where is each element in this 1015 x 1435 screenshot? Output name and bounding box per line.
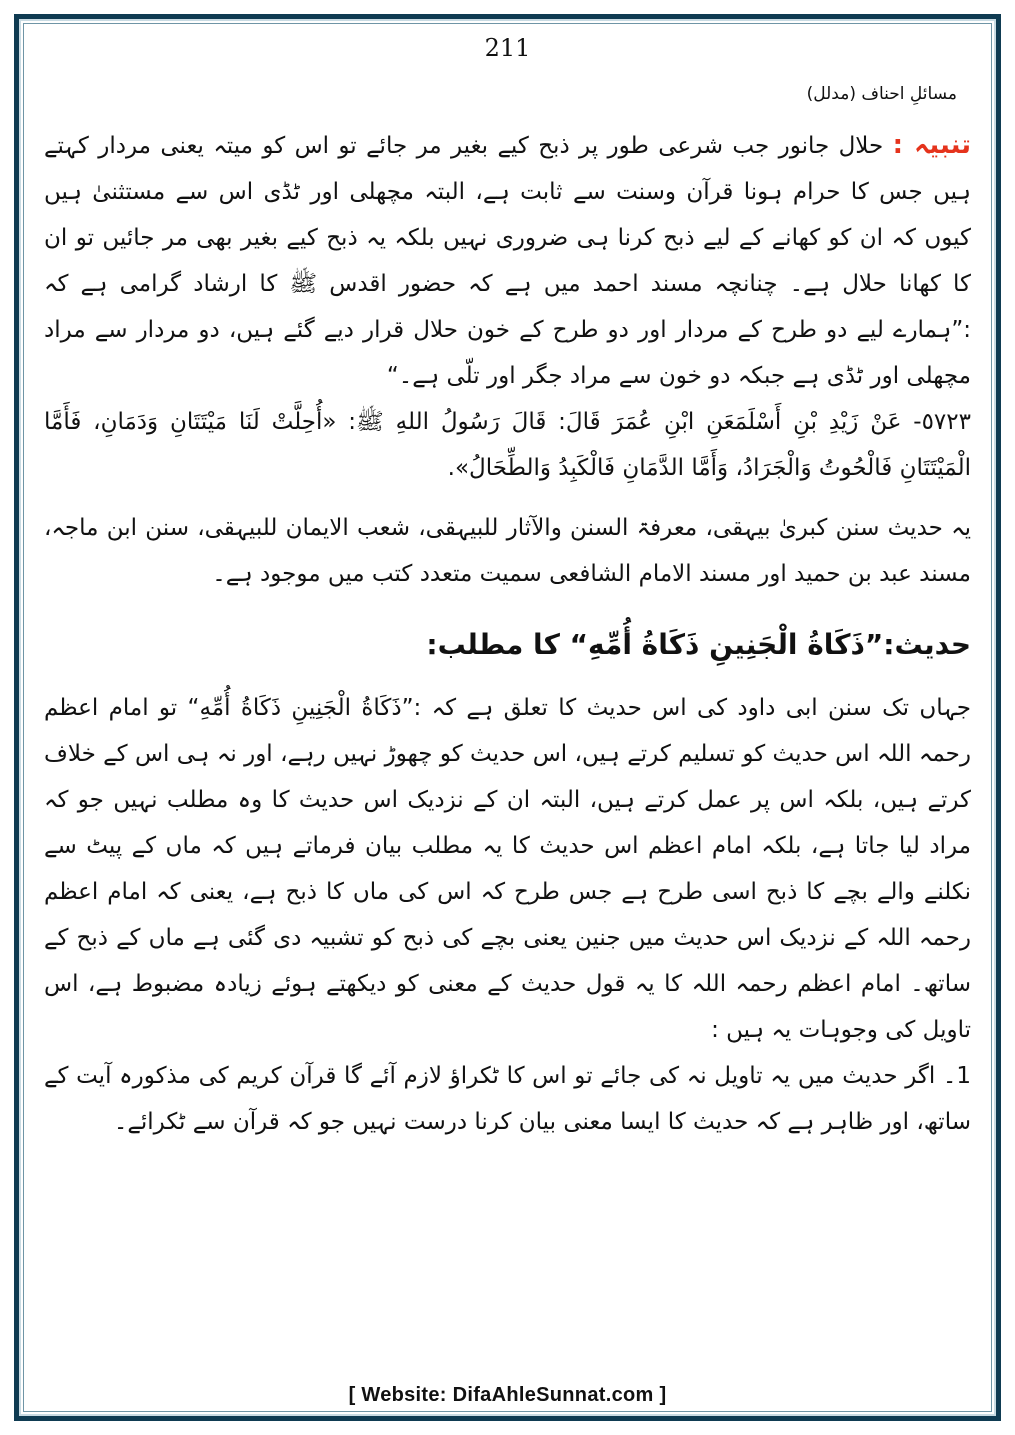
hadith-arabic: ٥٧٢٣- عَنْ زَيْدِ بْنِ أَسْلَمَعَنِ ابْنِ عُمَرَ قَالَ: قَالَ رَسُولُ اللهِ ﷺ: «أُحِلَّتْ لَنَا مَيْتَتَانِ وَدَمَانِ، فَأَمَّا الْمَيْتَتَانِ فَالْحُوتُ وَالْجَرَادُ، وَأَمَّا الدَّمَانِ فَالْكَبِدُ وَالطِّحَالُ».	[44, 409, 971, 481]
page-content	[44, 122, 971, 1145]
explanation-paragraph: جہاں تک سنن ابی داود کی اس حدیث کا تعلق ہے کہ :”ذَكَاةُ الْجَنِينِ ذَكَاةُ أُمِّهِ“ تو امام اعظم رحمہ اللہ اس حدیث کو تسلیم کرتے ہیں، اس حدیث کو چھوڑ نہیں رہے، اور نہ ہی اس کے خلاف کرتے ہیں، بلکہ اس پر عمل کرتے ہیں، البتہ ان کے نزدیک اس حدیث کا وہ مطلب نہیں جو کہ مراد لیا جاتا ہے، بلکہ امام اعظم اس حدیث کا یہ مطلب بیان فرماتے ہیں کہ ماں کے پیٹ سے نکلنے والے بچے کا ذبح اسی طرح ہے جس طرح کہ اس کی ماں کا ذبح ہے، یعنی کہ امام اعظم رحمہ اللہ کے نزدیک اس حدیث میں جنین یعنی بچے کی ذبح کو تشبیہ دی گئی ہے ماں کے ذبح کے ساتھ۔ امام اعظم رحمہ اللہ کا یہ قول حدیث کے معنی کو دیکھتے ہوئے زیادہ مضبوط ہے، اس تاویل کی وجوہات یہ ہیں :	[44, 695, 971, 1043]
note-paragraph	[44, 122, 971, 399]
running-head: مسائلِ احناف (مدلل)	[806, 84, 957, 104]
page-number: 211	[484, 34, 531, 62]
note-label: تنبیہ :	[892, 130, 971, 160]
note-text: حلال جانور جب شرعی طور پر ذبح کیے بغیر مر جائے تو اس کو میتہ یعنی مردار کہتے ہیں جس کا حرام ہونا قرآن وسنت سے ثابت ہے، البتہ مچھلی اور ٹڈی اس سے مستثنیٰ ہیں کیوں کہ ان کو کھانے کے لیے ذبح کرنا ہی ضروری نہیں بلکہ یہ ذبح کیے بغیر بھی مر جائیں تو ان کا کھانا حلال ہے۔ چنانچہ مسند احمد میں ہے کہ حضور اقدس ﷺ کا ارشاد گرامی ہے کہ :”ہمارے لیے دو طرح کے مردار اور دو طرح کے خون حلال قرار دیے گئے ہیں، دو مردار سے مراد مچھلی اور ٹڈی ہے جبکہ دو خون سے مراد جگر اور تلّی ہے۔“	[44, 133, 971, 389]
sources-paragraph: یہ حدیث سنن کبریٰ بیہقی، معرفۃ السنن والآثار للبیہقی، شعب الایمان للبیہقی، سنن ابن ماجہ، مسند عبد بن حمید اور مسند الامام الشافعی سمیت متعدد کتب میں موجود ہے۔	[44, 515, 971, 587]
website-footer: [ Website: DifaAhleSunnat.com ]	[348, 1384, 667, 1406]
reason-point-1: 1۔ اگر حدیث میں یہ تاویل نہ کی جائے تو اس کا ٹکراؤ لازم آئے گا قرآن کریم کی مذکورہ آیت کے ساتھ، اور ظاہر ہے کہ حدیث کا ایسا معنی بیان کرنا درست نہیں جو کہ قرآن سے ٹکرائے۔	[44, 1063, 971, 1135]
section-heading: حدیث:”ذَكَاةُ الْجَنِينِ ذَكَاةُ أُمِّهِ“ کا مطلب:	[426, 628, 971, 661]
